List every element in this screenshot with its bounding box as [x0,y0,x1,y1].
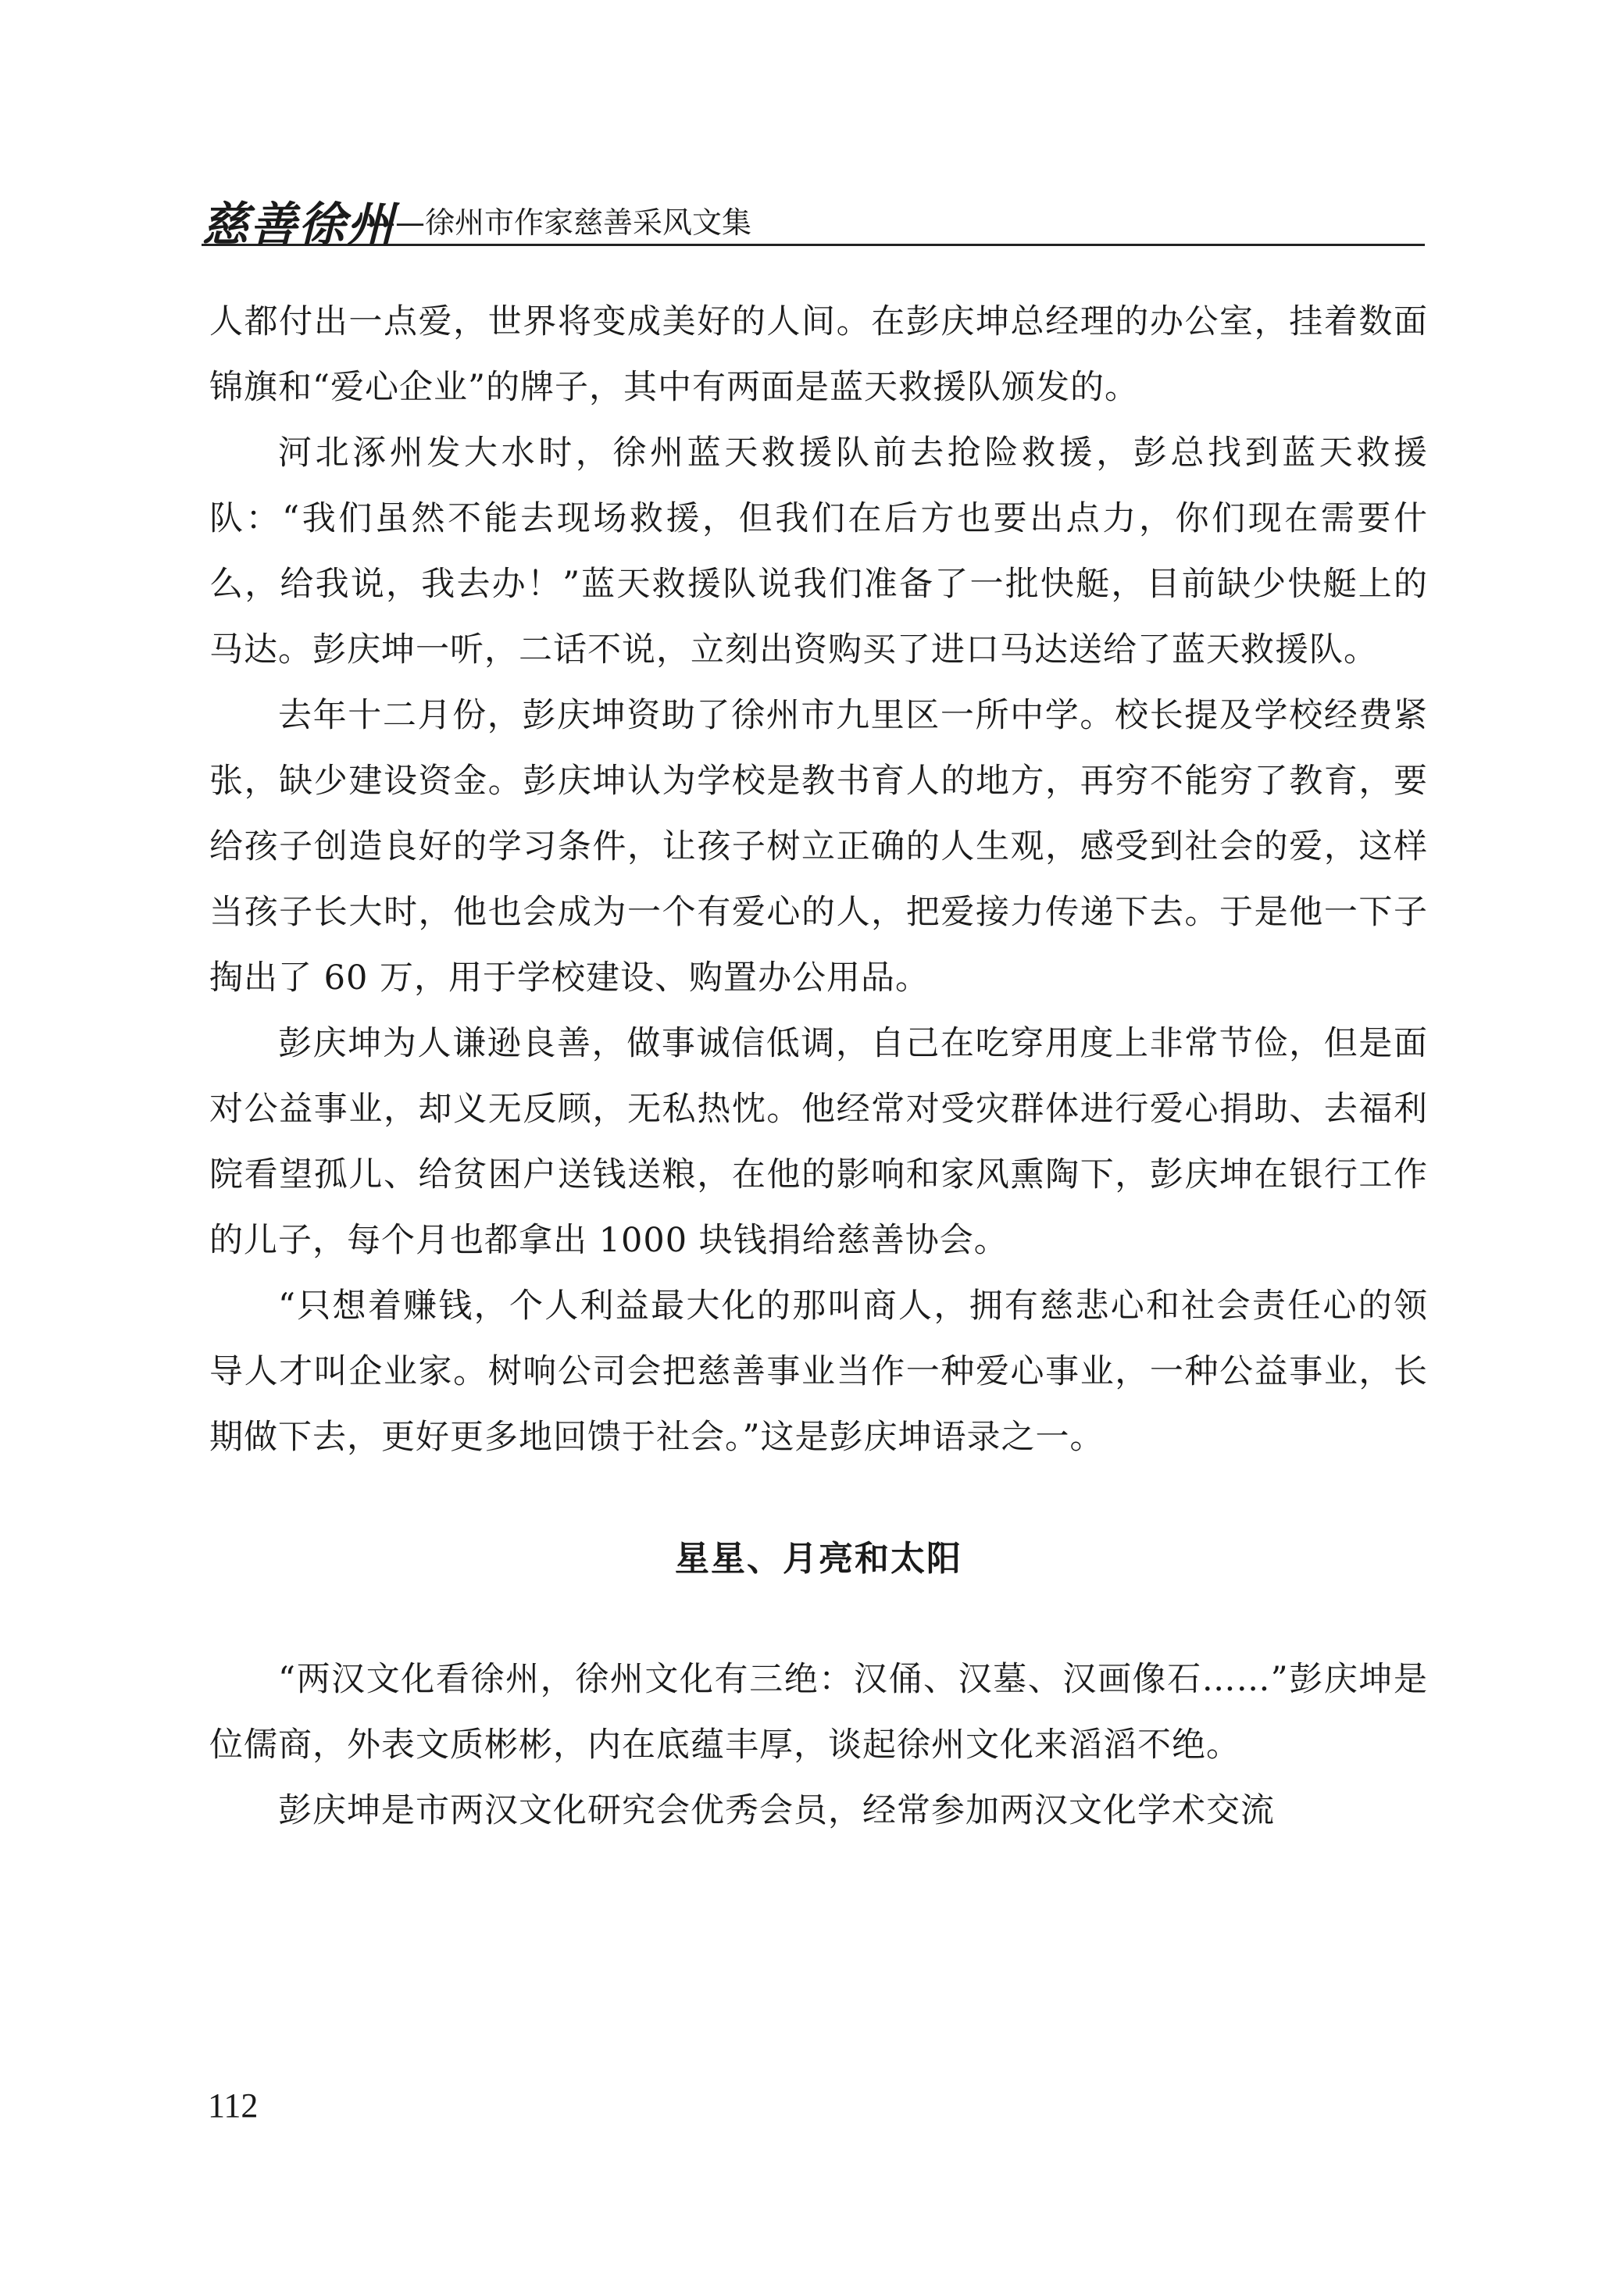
page-number: 112 [208,2086,259,2125]
paragraph: “两汉文化看徐州，徐州文化有三绝：汉俑、汉墓、汉画像石……”彭庆坤是位儒商，外表文质彬彬，内在底蕴丰厚，谈起徐州文化来滔滔不绝。 [209,1660,1428,1765]
paragraph: 去年十二月份，彭庆坤资助了徐州市九里区一所中学。校长提及学校经费紧张，缺少建设资金。彭庆坤认为学校是教书育人的地方，再穷不能穷了教育，要给孩子创造良好的学习条件，让孩子树立正确的人生观，感受到社会的爱，这样当孩子长大时，他也会成为一个有爱心的人，把爱接力传递下去。于是他一下子掏出了 60 万，用于学校建设、购置办公用品。 [209,696,1428,998]
book-subtitle: ——徐州市作家慈善采风文集 [366,205,752,240]
book-title-logo: 慈善徐州 [202,198,395,252]
section-title: 星星、月亮和太阳 [675,1539,962,1579]
paragraph: “只想着赚钱，个人利益最大化的那叫商人，拥有慈悲心和社会责任心的领导人才叫企业家。树响公司会把慈善事业当作一种爱心事业，一种公益事业，长期做下去，更好更多地回馈于社会。”这是彭庆坤语录之一。 [209,1287,1428,1457]
paragraph: 彭庆坤为人谦逊良善，做事诚信低调，自己在吃穿用度上非常节俭，但是面对公益事业，却义无反顾，无私热忱。他经常对受灾群体进行爱心捐助、去福利院看望孤儿、给贫困户送钱送粮，在他的影响和家风熏陶下，彭庆坤在银行工作的儿子，每个月也都拿出 1000 块钱捐给慈善协会。 [209,1024,1428,1260]
paragraph: 河北涿州发大水时，徐州蓝天救援队前去抢险救援，彭总找到蓝天救援队：“我们虽然不能去现场救援，但我们在后方也要出点力，你们现在需要什么，给我说，我去办！”蓝天救援队说我们准备了一批快艇，目前缺少快艇上的马达。彭庆坤一听，二话不说，立刻出资购买了进口马达送给了蓝天救援队。 [209,434,1428,669]
paragraph: 彭庆坤是市两汉文化研究会优秀会员，经常参加两汉文化学术交流 [278,1791,1275,1830]
main-text [209,289,1428,1843]
paragraph: 人都付出一点爱，世界将变成美好的人间。在彭庆坤总经理的办公室，挂着数面锦旗和“爱心企业”的牌子，其中有两面是蓝天救援队颁发的。 [209,302,1428,407]
running-header [202,181,1425,252]
